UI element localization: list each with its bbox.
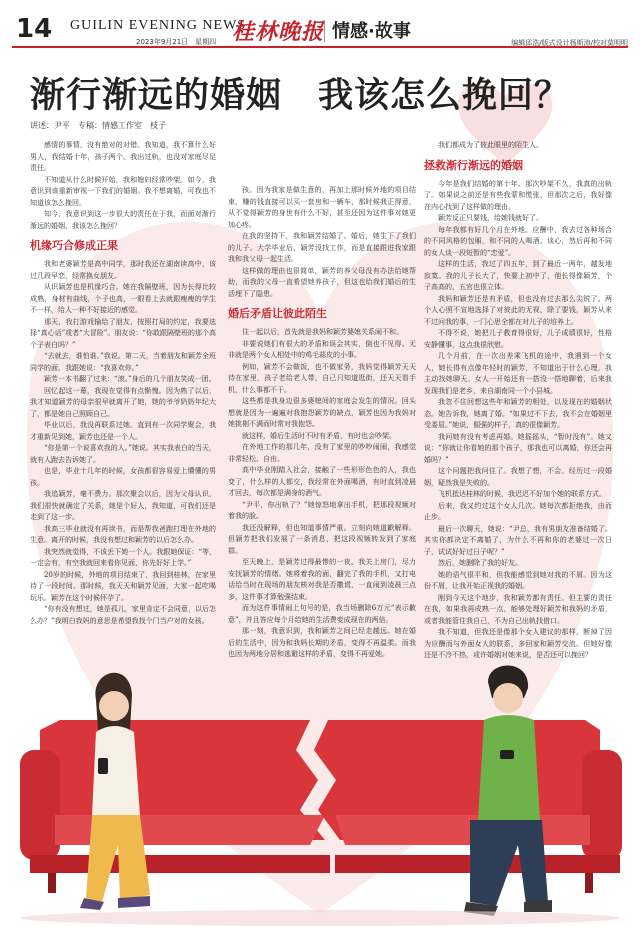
issue-date: 2023年9月21日 星期四 [136,38,217,46]
paragraph: 而为这件事情闹上句号的是，我当场删除6万元“表示歉意”，并且答应每个月给她的生活费变成现在的两倍。 [228,604,416,624]
floor-shadow [20,910,620,926]
paragraph: “你是第一个说喜欢我的人。”她说。其实我表白的当天，就有人跑去告诉她了。 [30,444,216,464]
paragraph: 知今，我意识到这一步很大的责任在于我，而面对渐行渐远的婚姻，我该怎么挽回？ [30,210,216,230]
paragraph: 今年是我们结婚的第十年。那次吵架不久，我真的出轨了。如果说之前还是有些我蒙和慌张，但那次之后，我好像在内心找到了这样做的理由。 [424,179,612,211]
paragraph: 每年我都有好几个月在外地。应酬中，我去过各种场合的不同风格的包厢，和不同的人喝酒、谈心，然后再和不同的女人谈一段短暂的“恋爱”。 [424,225,612,257]
paragraph: 我妈和颖芳还是有矛盾，但也没有过去那么尖锐了。两个人心照不宣地选择了对彼此的无视，除了要钱，颖芳从来不过问我的事，一门心思全都在对儿子的培养上。 [424,294,612,326]
paragraph: 我突然就觉得，不该丢下她一个人。我跟她保证：“等，一定会有，有空我就回来看你见面，你先好好上学。” [30,547,216,567]
paragraph: “你有没有想过，她是孤儿，家里肯定不会同意，以后怎么办？”我明白我妈的意思是希望我找个门当户对的女孩。 [30,605,216,625]
article-title: 渐行渐远的婚姻 我该怎么挽回？ [30,76,571,116]
paragraph: 几个月前，在一次出差乘飞机的途中，我遇到一个女人，她长得有点像年轻时的颖芳，不知道出于什么心理，我主动找她聊天。女人一开始还有一搭没一搭地聊着，后来我发现我们是老乡，来自湖南同一个小县城。 [424,352,612,395]
paragraph: 例如，颖芳不会做饭，也不做家务，我妈觉得颖芳天天待在家里，孩子老给老人带，自己只知道逛街，还天天看手机，什么事都不干。 [228,362,416,394]
paragraph: 飞机抵达桂林的时候，我迟迟不好加个她的联系方式。 [438,490,606,498]
section-name: 情感·故事 [332,21,411,42]
subheading: 机缘巧合修成正果 [30,239,118,252]
article-column-3 [424,140,612,660]
paper-logo: 桂林晚报 [232,19,325,45]
paragraph: 这样做的理由也很简单，颖芳的养父母没有办法给她帮助，而我的父母一直希望她养孩子，但这也给我们婚后的生活埋下了隐患。 [228,266,416,298]
paragraph: “尹平，你出轨了？”她惊怒地拿出手机，把那段视频对着我的脸。 [228,500,416,520]
paragraph: 感情的事情，没有绝对的对错。我知道，我不算什么好男人，我结婚十年，孩子两个。我出过轨，也没对家庭尽足责任。 [30,141,216,172]
paragraph: 在我的坚持下，我和颖芳结婚了。婚后，她生下了我们的儿子。大学毕业后，颖芳没找工作，而是直接跟进我家跟我和我父母一起生活。 [228,232,416,263]
sofa-left-half [20,720,330,893]
paragraph: 她的语气很平和，但我能感觉到她对我的不屑。因为这份不屑，让我开始正视我的婚姻。 [424,570,612,590]
paragraph: 孩。因为我家是做生意的，再加上那时候外地的项目结束，赚的钱直接可以买一套房和一辆车，那时候我正得意，从不觉得颖芳的身世有什么不好，甚至还因为这件事对她更加心疼。 [228,186,416,229]
paragraph: 我高三毕业就没有再读书，而是帮我爸跑打理在外地的生意。离开的时候，我没有想过和颖芳的以后怎么办。 [30,524,216,544]
paragraph: 后来，我又约过这个女人几次。她每次都拒绝我，由而止步。 [424,501,612,521]
newspaper-header [12,14,628,48]
paragraph: 我们都成为了彼此眼里的陌生人。 [438,141,543,149]
paragraph: 这个问题把我问住了。我想了想，不会。经历过一段婚姻，疑然我是失败的。 [424,467,612,487]
paragraph: 这样的生活，我过了四五年，到了最近一两年，越发地寂寞。我的儿子长大了，快要上初中了，他长得像颖芳，个子高高的，五官也很立体。 [424,260,612,291]
paragraph: 不得不说，她把儿子教育得很好，儿子成绩很好，性格安静懂事，这点我很欣慰。 [424,329,612,349]
subheading: 拯救渐行渐远的婚姻 [424,158,523,172]
paragraph: 20岁的时候，外地的项目结束了，我回到桂林，在家里待了一段时间。那时候，我天天和颖芳见面，大家一起吃喝玩乐。颖芳在这个时候怀孕了。 [30,570,216,602]
paragraph: “去就去，谁怕谁。”我说。第二天，当着朋友和颖芳全班同学的面，我跟她说：“我喜欢你。” [30,352,216,372]
paragraph: 我还没解释，但也知道事情严重。立刻向她道歉解释。但颖芳把我们发展了一条消息，把这段视频转发到了家庭群。 [228,523,416,555]
phone-icon [98,758,108,774]
paragraph: 刚到今天这个地步，我和颖芳都有责任。但主要的责任在我，如果我再成熟一点，能够处理好颖芳和我妈的矛盾，或者我能管住我自己，不为自己出轨找借口。 [424,593,612,625]
paragraph: 我忽不住回想这些年和颖芳的相处，以及现在的婚姻状态。她告诉我，她离了婚。“如果过不下去，我不会在婚姻里受委屈。”她说，倔强的样子，真的很像颖芳。 [424,398,612,429]
paragraph: 在外地工作的那几年，没有了家里的吵吵闹闹，我感觉非常轻松、自由。 [228,443,416,463]
paragraph: 高中毕业刚踏入社会，接触了一些形形色色的人，我也变了，什么样的人都交，我经常在外面喝酒，有时直到凌晨才回去，每次都是满身的酒气。 [228,466,416,497]
page-number: 14 [16,14,53,44]
phone-icon [500,750,514,759]
paragraph: 那天，我打游戏输给了朋友，按照打局的约定，我要选择“真心话”或者“大冒险”。朋友说：“你敢跟隔壁班的那个高个子表白吗？” [30,317,216,349]
header-divider [324,20,325,42]
paragraph: 毕业以后，我没再联系过她。直到有一次同学聚会，我才重新见到她，颖芳也还是一个人。 [30,421,216,441]
paragraph: 颖芳一本书翻了过来：“滚。”身后的几个朋友笑成一团。 [44,375,216,383]
paragraph: 住一起以后，首先就是我妈和颖芳婆媳关系闹不和。 [242,328,403,336]
paragraph: 我问她有没有考虑再婚。她摇摇头，“暂时没有”。她又说：“你就让你看她的那个孩子，那我也可以离婚，你还会再婚吗？” [424,432,612,464]
paragraph: 然后，她删除了我的好友。 [438,559,522,567]
paragraph: 最后一次聊天，她说：“尹总，我有男朋友准备结婚了。其实你都决定不离婚了，为什么不再和你的老婆过一次日子，试试好好过日子呢？” [424,524,612,556]
couple-sofa-illustration [0,640,640,927]
paragraph: 也是，毕业十几年的时候，女孩都很容易爱上懵懂的男孩。 [30,467,216,487]
paragraph: 就这样，婚后生活时不时有矛盾，有时也会吵架。 [242,431,396,440]
article-credits: 讲述：尹平 专稿：情感工作室 枝子 [30,121,166,130]
paragraph: 我追颖芳，毫不费力。那次聚会以后，因为父母认识，我们很快就确定了关系，她是个好人，我知道，可我们还是走到了这一步。 [30,490,216,521]
paragraph: 回忆起这一幕，我现在觉得有点惭愧。因为熟了以后，我才知道颖芳的母亲很早就离开了她，她的爷爷奶奶年纪大了，都是她自己照顾自己。 [30,386,216,418]
paragraph: 非要说她们有很大的矛盾和误会其实，倒也不见得。无非就是两个女人相处中的鸡毛蒜皮的小事。 [228,339,416,359]
paragraph: 这些都是我身边很多婆媳间的家庭会发生的情况。回头想就是因为一遍遍对我抱怨颖芳的缺点，颖芳也因为我妈对她挑剔不满而时常对我抱怨。 [228,397,416,428]
sofa-right-half [314,720,622,893]
paragraph: 我不知道，但我还是像那个女人建议的那样，断掉了因为应酬而与外面女人的联系，多回家和颖芳交流。但她好像还是不冷不热，或许婚姻对她来说，是否还可以挽回？ [424,628,612,659]
editor-credits: 编辑邱浩/版式设计杨斯沛/校对莫明明 [511,39,628,47]
paragraph: 至天晚上，是颖芳过得最惨的一夜。我关上房门，尽力安抚颖芳的情绪。她将着我的面，翻完了我的手机，又打电话给当时在现场的朋友核对我是否撒谎，一直闹到凌晨三点多，这件事才算勉强结束。 [228,558,416,601]
paragraph: 不知道从什么时候开始，我和媳妇经常吵架。如今，我意识到该重新审视一下我们的婚姻。我不想离婚，可我也不知道该怎么挽回。 [30,175,216,207]
paragraph: 颖芳反正只要钱，给她钱就好了。 [438,214,543,222]
paper-name-english: GUILIN EVENING NEWS [70,18,247,33]
paragraph: 从识颖芳也是机缘巧合。她在我隔壁班，因为长得比较成熟，身材有曲线，个子也高，一眼看上去就跟瘦瘦的学生不一样，给人一种不好接近的感觉。 [30,283,216,314]
subheading: 婚后矛盾让彼此陌生 [228,307,327,320]
paragraph: 那一刻，我意识到，我和颖芳之间已经走越远。她在婚后的生活中，因为和我妈长期的矛盾，变得不再温柔。而我也因为两地分居和逃避这样的矛盾，变得不再爱她。 [228,627,416,658]
paragraph: 我和老婆颖芳是高中同学，那时我还在湖南读高中，该过几段早恋，经常换女朋友。 [30,260,216,280]
